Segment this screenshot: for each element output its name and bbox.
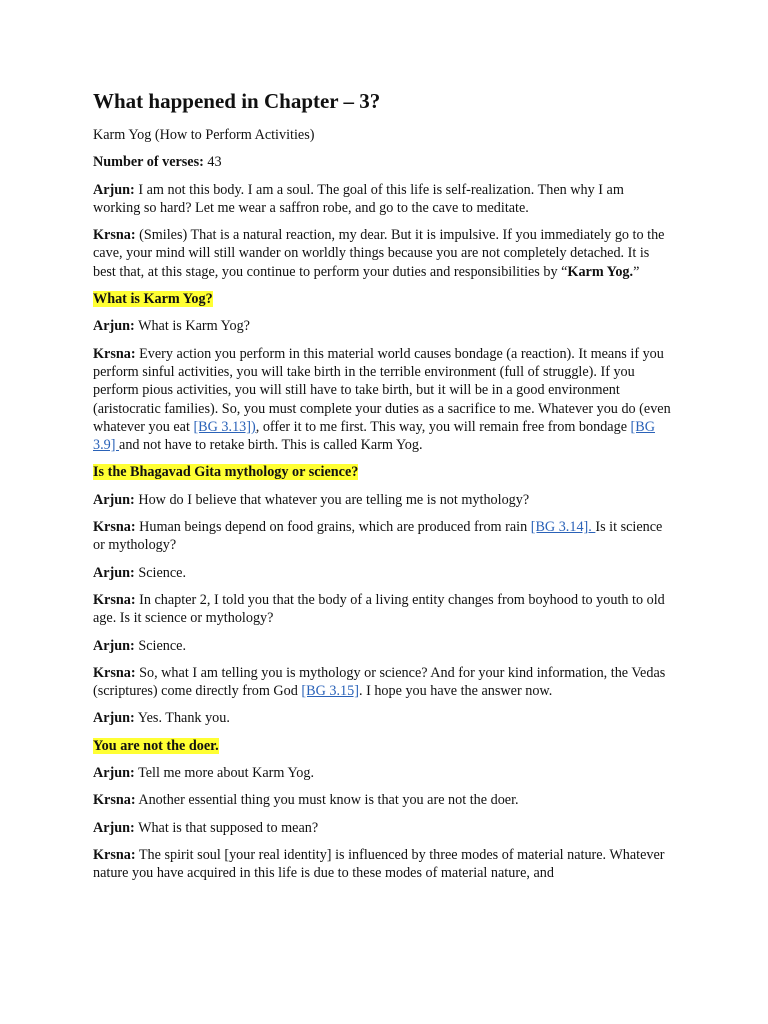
- speaker-arjun: Arjun:: [93, 491, 135, 508]
- speaker-arjun: Arjun:: [93, 710, 135, 727]
- dialogue-text: So, what I am telling you is mythology or science? And for your kind information, the Vedas (scriptures) come directly from God: [93, 664, 666, 700]
- dialogue-krsna-2: [93, 345, 672, 455]
- speaker-krsna: Krsna:: [93, 345, 136, 362]
- dialogue-krsna-6: [93, 791, 672, 809]
- dialogue-text: Science.: [134, 637, 186, 654]
- speaker-arjun: Arjun:: [93, 765, 135, 782]
- dialogue-text: The spirit soul [your real identity] is influenced by three modes of material nature. Whatever nature you have acquired in this life is due to these modes of material nature, and: [93, 846, 665, 882]
- dialogue-arjun-3: [93, 491, 672, 509]
- dialogue-text: Human beings depend on food grains, which are produced from rain: [135, 519, 531, 536]
- speaker-krsna: Krsna:: [93, 792, 136, 809]
- highlighted-heading: What is Karm Yog?: [93, 291, 213, 308]
- speaker-arjun: Arjun:: [93, 564, 135, 581]
- dialogue-arjun-8: [93, 819, 672, 837]
- bg-3-15-link[interactable]: [BG 3.15]: [301, 683, 359, 700]
- karm-yog-bold: Karm Yog.: [567, 263, 634, 280]
- dialogue-arjun-6: [93, 709, 672, 727]
- section-heading-not-the-doer: [93, 737, 672, 755]
- dialogue-arjun-4: [93, 564, 672, 582]
- dialogue-text: In chapter 2, I told you that the body of a living entity changes from boyhood to youth to old age. Is it science or mythology?: [93, 591, 665, 627]
- dialogue-krsna-3: [93, 518, 672, 555]
- dialogue-text: ”: [633, 263, 640, 280]
- highlighted-heading: You are not the doer.: [93, 737, 219, 754]
- speaker-arjun: Arjun:: [93, 318, 135, 335]
- speaker-arjun: Arjun:: [93, 637, 135, 654]
- page-title: What happened in Chapter – 3?: [93, 89, 381, 113]
- dialogue-text: How do I believe that whatever you are telling me is not mythology?: [134, 491, 530, 508]
- dialogue-text: Tell me more about Karm Yog.: [134, 765, 314, 782]
- dialogue-text: Yes. Thank you.: [134, 710, 230, 727]
- chapter-subtitle: Karm Yog (How to Perform Activities): [93, 127, 315, 143]
- dialogue-krsna-7: [93, 846, 672, 883]
- speaker-krsna: Krsna:: [93, 664, 136, 681]
- speaker-krsna: Krsna:: [93, 519, 136, 536]
- dialogue-text: Every action you perform in this material world causes bondage (a reaction). It means if you perform sinful activities, you will take birth in the terrible environment (full of struggle). If you perform pious activities, you will still have to take birth, but it will be in a good environment (aristocratic families). So, you must complete your duties as a sacrifice to me. Whatever you do (even whatever you eat: [93, 345, 671, 435]
- dialogue-text: Is it science or mythology?: [93, 519, 663, 554]
- section-heading-mythology-or-science: [93, 463, 672, 481]
- dialogue-text: What is Karm Yog?: [134, 318, 250, 335]
- dialogue-arjun-7: [93, 764, 672, 782]
- dialogue-arjun-2: [93, 317, 672, 335]
- dialogue-krsna-4: [93, 591, 672, 628]
- section-heading-what-is-karm-yog: [93, 290, 672, 308]
- bg-3-14-link[interactable]: [BG 3.14].: [530, 519, 596, 536]
- verses-count: [93, 153, 672, 171]
- dialogue-text: (Smiles) That is a natural reaction, my dear. But it is impulsive. If you immediately go to the cave, your mind will still wander on worldly things because you are not completely detached. It is best that, at this stage, you continue to perform your duties and responsibilities by “: [93, 227, 665, 280]
- dialogue-krsna-5: [93, 664, 672, 701]
- highlighted-heading: Is the Bhagavad Gita mythology or science?: [93, 464, 359, 481]
- dialogue-krsna-1: [93, 226, 672, 281]
- dialogue-text: . I hope you have the answer now.: [358, 683, 553, 700]
- dialogue-text: What is that supposed to mean?: [134, 819, 319, 836]
- dialogue-text: I am not this body. I am a soul. The goal of this life is self-realization. Then why I am working so hard? Let me wear a saffron robe, and go to the cave to meditate.: [93, 181, 624, 216]
- dialogue-arjun-5: [93, 637, 672, 655]
- dialogue-arjun-1: [93, 181, 672, 218]
- bg-3-13-link[interactable]: [BG 3.13]): [193, 418, 256, 435]
- verses-value: 43: [203, 154, 222, 171]
- speaker-krsna: Krsna:: [93, 846, 136, 863]
- dialogue-text: and not have to retake birth. This is called Karm Yog.: [119, 437, 423, 454]
- bg-3-9-link[interactable]: [BG 3.9]: [93, 418, 655, 454]
- dialogue-text: Another essential thing you must know is that you are not the doer.: [135, 792, 519, 809]
- speaker-krsna: Krsna:: [93, 227, 136, 244]
- speaker-krsna: Krsna:: [93, 591, 136, 608]
- verses-label: Number of verses:: [93, 154, 204, 171]
- speaker-arjun: Arjun:: [93, 181, 135, 198]
- speaker-arjun: Arjun:: [93, 819, 135, 836]
- dialogue-text: Science.: [134, 564, 186, 581]
- dialogue-text: , offer it to me first. This way, you will remain free from bondage: [255, 418, 631, 435]
